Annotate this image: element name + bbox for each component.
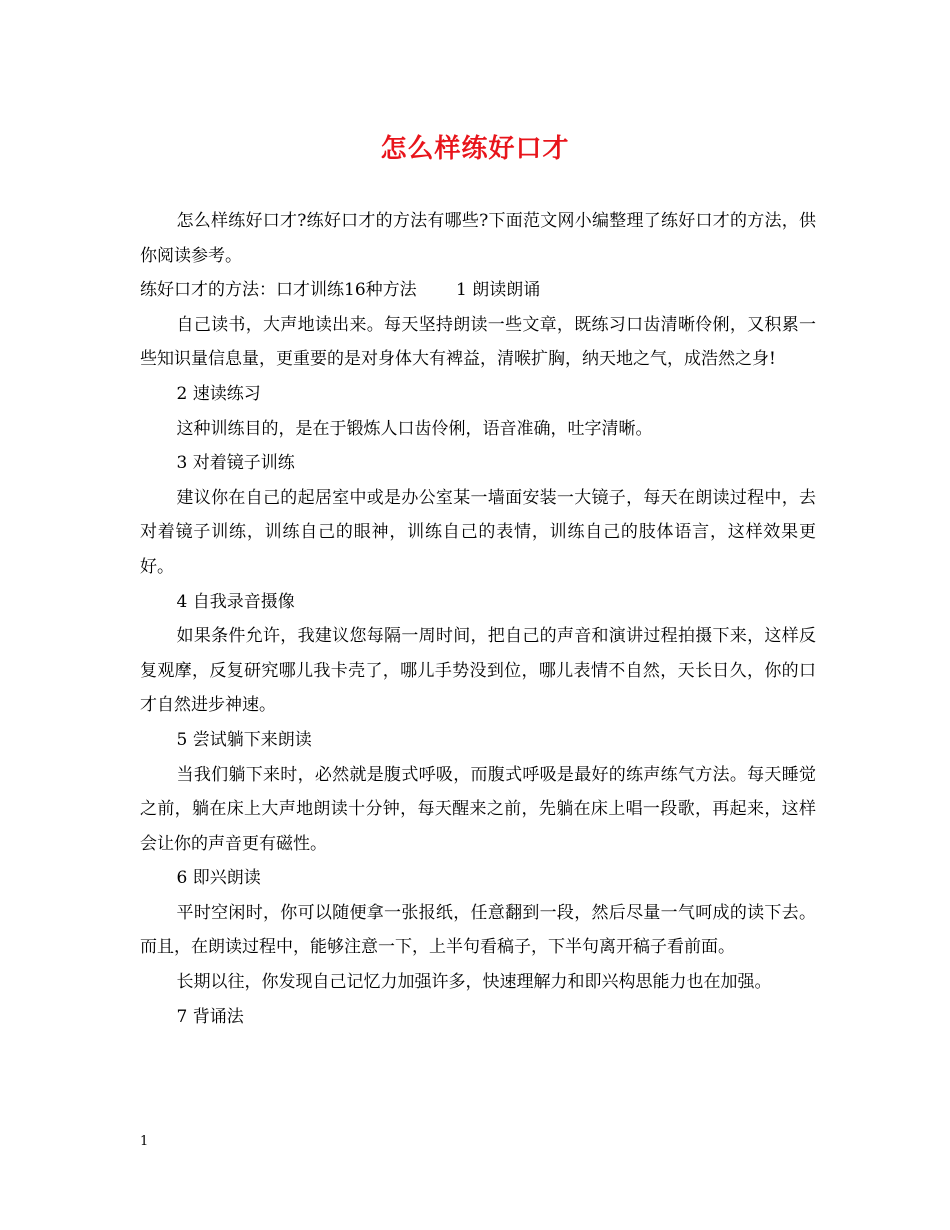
paragraph-self-recording: 如果条件允许，我建议您每隔一周时间，把自己的声音和演讲过程拍摄下来，这样反复观摩，反复研究哪儿我卡壳了，哪儿手势没到位，哪儿表情不自然，天长日久，你的口才自然进步神速。 <box>140 626 816 716</box>
section-heading-5: 5 尝试躺下来朗读 <box>176 729 312 750</box>
section-heading-4: 4 自我录音摄像 <box>176 591 295 612</box>
section-heading-6: 6 即兴朗读 <box>176 868 261 889</box>
paragraph-reading-aloud: 自己读书，大声地读出来。每天坚持朗读一些文章，既练习口齿清晰伶俐，又积累一些知识量信息量，更重要的是对身体大有裨益，清喉扩胸，纳天地之气，成浩然之身! <box>140 314 816 370</box>
document-body <box>140 204 816 1034</box>
document-title: 怎么样练好口才 <box>380 134 570 164</box>
paragraph-long-term-effect: 长期以往，你发现自己记忆力加强许多，快速理解力和即兴构思能力也在加强。 <box>176 972 772 993</box>
paragraph-mirror-training: 建议你在自己的起居室中或是办公室某一墙面安装一大镜子，每天在朗读过程中，去对着镜子训练，训练自己的眼神，训练自己的表情，训练自己的肢体语言，这样效果更好。 <box>140 487 816 577</box>
methods-heading-line: 练好口才的方法：口才训练16种方法 1 朗读朗诵 <box>140 280 541 301</box>
page-number: 1 <box>140 1134 149 1149</box>
section-heading-2: 2 速读练习 <box>176 383 261 404</box>
paragraph-lying-reading: 当我们躺下来时，必然就是腹式呼吸，而腹式呼吸是最好的练声练气方法。每天睡觉之前，躺在床上大声地朗读十分钟，每天醒来之前，先躺在床上唱一段歌，再起来，这样会让你的声音更有磁性。 <box>140 764 816 854</box>
paragraph-impromptu-reading: 平时空闲时，你可以随便拿一张报纸，任意翻到一段，然后尽量一气呵成的读下去。而且，在朗读过程中，能够注意一下，上半句看稿子，下半句离开稿子看前面。 <box>140 902 816 958</box>
paragraph-speed-reading: 这种训练目的，是在于锻炼人口齿伶俐，语音准确，吐字清晰。 <box>176 418 653 439</box>
intro-paragraph: 怎么样练好口才?练好口才的方法有哪些?下面范文网小编整理了练好口才的方法，供你阅读参考。 <box>140 211 816 266</box>
section-heading-7: 7 背诵法 <box>176 1006 244 1027</box>
section-heading-3: 3 对着镜子训练 <box>176 453 295 474</box>
